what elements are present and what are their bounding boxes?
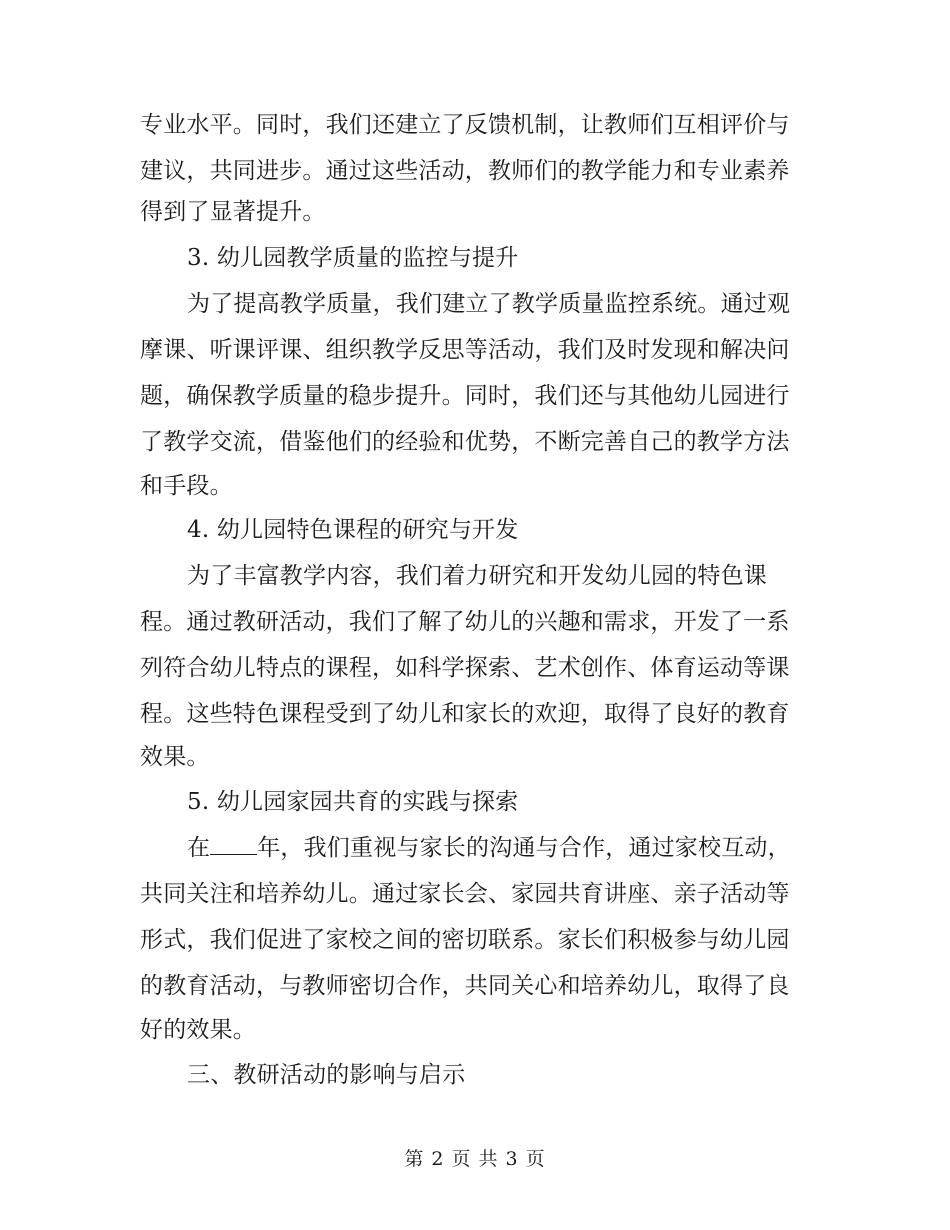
- body-text-fragment: 在: [187, 835, 211, 861]
- body-text-line: 得到了显著提升。: [140, 199, 326, 225]
- body-text-line: 程。这些特色课程受到了幼儿和家长的欢迎，取得了良好的教育: [140, 701, 790, 727]
- section-heading-4: 4. 幼儿园特色课程的研究与开发: [187, 517, 519, 543]
- page-number-footer: 第 2 页 共 3 页: [404, 1148, 546, 1170]
- body-text-line: 共同关注和培养幼儿。通过家长会、家园共育讲座、亲子活动等: [140, 881, 790, 907]
- body-text-line: 的教育活动，与教师密切合作，共同关心和培养幼儿，取得了良: [140, 973, 790, 999]
- body-text-line: 为了丰富教学内容，我们着力研究和开发幼儿园的特色课: [187, 563, 767, 589]
- body-text-line: 了教学交流，借鉴他们的经验和优势，不断完善自己的教学方法: [140, 429, 790, 455]
- body-text-line: 题，确保教学质量的稳步提升。同时，我们还与其他幼儿园进行: [140, 383, 790, 409]
- section-heading-3: 3. 幼儿园教学质量的监控与提升: [187, 245, 519, 271]
- body-text-line: 形式，我们促进了家校之间的密切联系。家长们积极参与幼儿园: [140, 927, 790, 953]
- body-text-line: 列符合幼儿特点的课程，如科学探索、艺术创作、体育运动等课: [140, 655, 790, 681]
- body-text-line: 和手段。: [140, 473, 233, 499]
- body-text-line: 程。通过教研活动，我们了解了幼儿的兴趣和需求，开发了一系: [140, 609, 790, 635]
- section-heading-5: 5. 幼儿园家园共育的实践与探索: [187, 789, 519, 815]
- body-text-line: 摩课、听课评课、组织教学反思等活动，我们及时发现和解决问: [140, 337, 790, 363]
- fill-in-blank: [210, 834, 257, 855]
- body-text-fragment: 年，我们重视与家长的沟通与合作，通过家校互动，: [257, 835, 791, 861]
- body-text-line: 专业水平。同时，我们还建立了反馈机制，让教师们互相评价与: [140, 112, 790, 138]
- body-text-line: 建议，共同进步。通过这些活动，教师们的教学能力和专业素养: [140, 158, 790, 184]
- body-text-line: 好的效果。: [140, 1017, 256, 1043]
- body-text-line: 为了提高教学质量，我们建立了教学质量监控系统。通过观: [187, 291, 791, 317]
- body-text-line: [187, 833, 791, 863]
- body-text-line: 效果。: [140, 744, 210, 770]
- chapter-heading: 三、教研活动的影响与启示: [187, 1062, 466, 1088]
